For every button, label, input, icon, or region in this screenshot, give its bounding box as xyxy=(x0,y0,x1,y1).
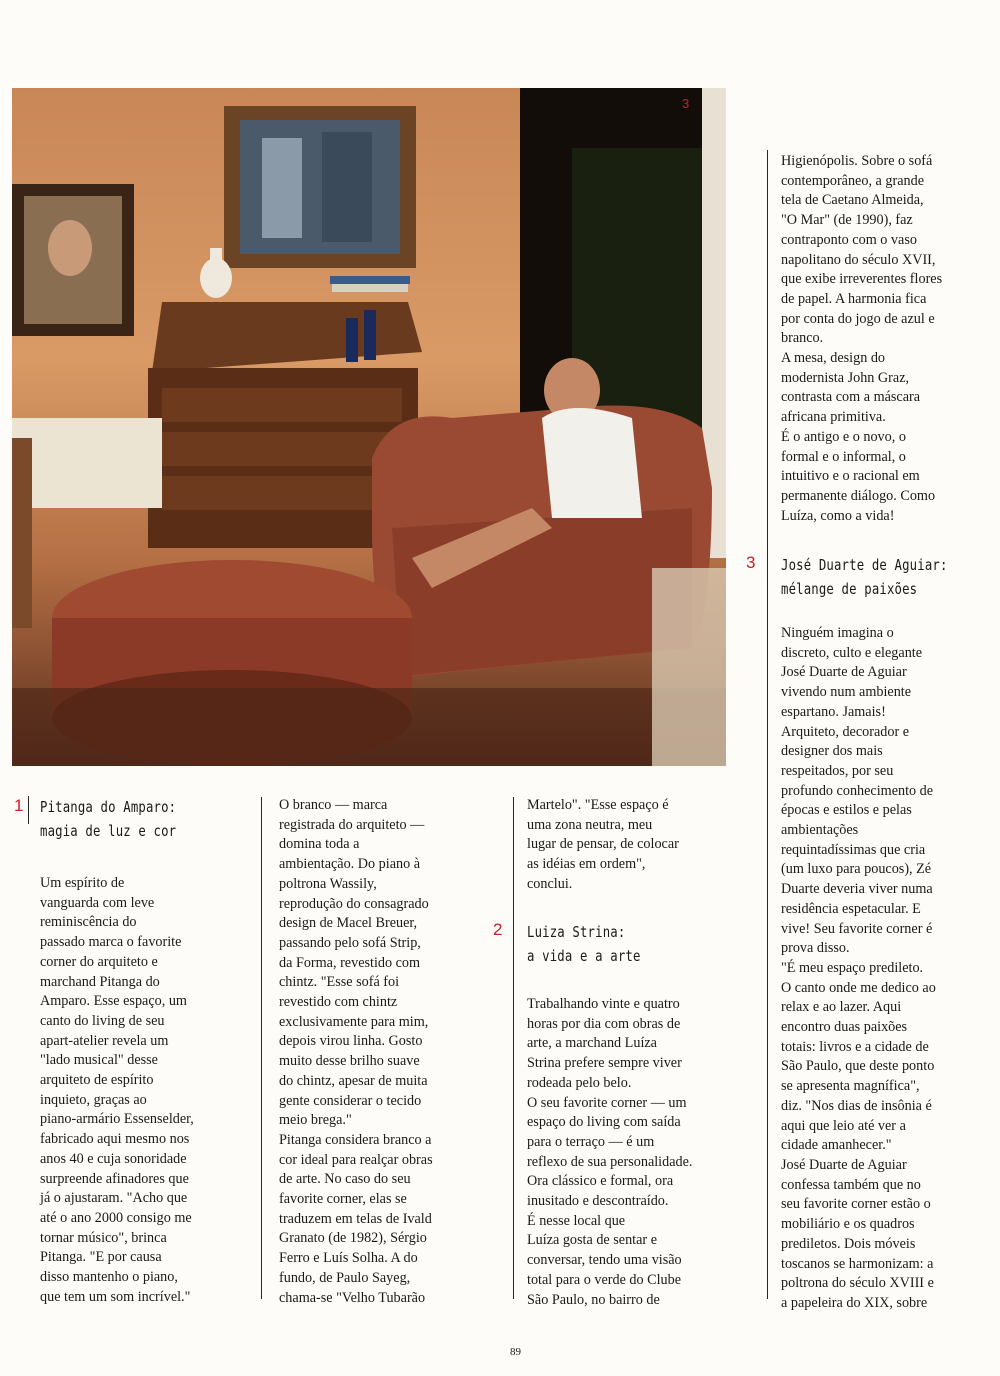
text-line: Luíza gosta de sentar e xyxy=(527,1232,657,1249)
section-1-col2 xyxy=(279,796,433,1308)
text-line: É o antigo e o novo, o xyxy=(781,428,906,445)
text-line: tornar músico", brinca xyxy=(40,1229,167,1246)
text-line: formal e o informal, o xyxy=(781,448,906,465)
text-line: prova disso. xyxy=(781,940,850,957)
text-line: (um luxo para poucos), Zé xyxy=(781,861,932,878)
text-line: surpreende afinadores que xyxy=(40,1170,189,1187)
section-3-top xyxy=(781,152,942,526)
column-rule-2 xyxy=(513,797,514,1299)
text-line: poltrona Wassily, xyxy=(279,875,377,892)
text-line: poltrona do século XVIII e xyxy=(781,1275,934,1292)
section-1-heading xyxy=(40,795,176,843)
text-line: profundo conhecimento de xyxy=(781,782,934,799)
text-line: reminiscência do xyxy=(40,914,137,931)
section-2-heading-line: Luiza Strina: xyxy=(527,923,626,941)
text-line: depois virou linha. Gosto xyxy=(279,1033,423,1050)
text-line: discreto, culto e elegante xyxy=(781,644,923,661)
text-line: de papel. A harmonia fica xyxy=(781,290,927,307)
text-line: O canto onde me dedico ao xyxy=(781,979,936,996)
text-line: toscanos se harmonizam: a xyxy=(781,1255,934,1272)
text-line: horas por dia com obras de xyxy=(527,1015,681,1032)
text-line: a papeleira do XIX, sobre xyxy=(781,1294,928,1311)
text-line: napolitano do século XVII, xyxy=(781,251,936,268)
text-line: revestido com chintz xyxy=(279,994,398,1011)
text-line: reflexo de sua personalidade. xyxy=(527,1153,693,1170)
text-line: A mesa, design do xyxy=(781,350,886,367)
text-line: seu favorite corner estão o xyxy=(781,1196,931,1213)
text-line: canto do living de seu xyxy=(40,1012,165,1029)
text-line: de arte. No caso do seu xyxy=(279,1171,411,1188)
text-line: muito desse brilho suave xyxy=(279,1053,420,1070)
text-line: Duarte deveria viver numa xyxy=(781,881,933,898)
section-1-rule xyxy=(28,796,29,824)
text-line: se apresenta magnífica", xyxy=(781,1078,920,1095)
section-1-number: 1 xyxy=(14,796,24,815)
text-line: fabricado aqui mesmo nos xyxy=(40,1131,190,1148)
text-line: encontro duas paixões xyxy=(781,1019,908,1036)
text-line: respeitados, por seu xyxy=(781,762,894,779)
section-2-heading-line: a vida e a arte xyxy=(527,947,641,965)
text-line: Ferro e Luís Solha. A do xyxy=(279,1250,418,1267)
text-line: modernista John Graz, xyxy=(781,369,910,386)
text-line: africana primitiva. xyxy=(781,409,886,426)
text-line: Arquiteto, decorador e xyxy=(781,723,910,740)
text-line: disso mantenho o piano, xyxy=(40,1269,178,1286)
section-2-number: 2 xyxy=(493,920,503,939)
section-3-body xyxy=(781,624,936,1314)
text-line: arte, a marchand Luíza xyxy=(527,1035,657,1052)
text-line: fundo, de Paulo Sayeg, xyxy=(279,1269,411,1286)
interior-illustration xyxy=(12,88,726,766)
section-2-body xyxy=(527,995,692,1310)
text-line: cor ideal para realçar obras xyxy=(279,1151,433,1168)
text-line: Strina prefere sempre viver xyxy=(527,1055,682,1072)
section-3-heading-line: José Duarte de Aguiar: xyxy=(781,556,948,574)
section-1-heading-line: Pitanga do Amparo: xyxy=(40,798,177,816)
text-line: espaço do living com saída xyxy=(527,1114,681,1131)
text-line: contrasta com a máscara xyxy=(781,389,921,406)
text-line: anos 40 e cuja sonoridade xyxy=(40,1150,187,1167)
text-line: meio brega." xyxy=(279,1112,352,1129)
text-line: branco. xyxy=(781,330,824,347)
text-line: cidade amanhecer." xyxy=(781,1137,892,1154)
text-line: "É meu espaço predileto. xyxy=(781,959,924,976)
text-line: Ora clássico e formal, ora xyxy=(527,1173,674,1190)
text-line: favorite corner, elas se xyxy=(279,1191,407,1208)
text-line: "O Mar" (de 1990), faz xyxy=(781,212,913,229)
text-line: contemporâneo, a grande xyxy=(781,172,924,189)
column-rule-3 xyxy=(767,150,768,1299)
text-line: Pitanga considera branco a xyxy=(279,1131,432,1148)
text-line: que exibe irreverentes flores xyxy=(781,271,943,288)
text-line: reprodução do consagrado xyxy=(279,895,429,912)
section-1-col1 xyxy=(40,874,194,1307)
text-line: requintadíssimas que cria xyxy=(781,841,926,858)
column-rule-1 xyxy=(261,797,262,1299)
text-line: rodeada pelo belo. xyxy=(527,1074,632,1091)
text-line: ambientações xyxy=(781,822,859,839)
text-line: traduzem em telas de Ivald xyxy=(279,1210,432,1227)
text-line: Um espírito de xyxy=(40,875,125,891)
text-line: design de Macel Breuer, xyxy=(279,915,418,932)
text-line: Amparo. Esse espaço, um xyxy=(40,993,187,1010)
text-line: São Paulo, no bairro de xyxy=(527,1291,660,1308)
text-line: aqui que leio até ver a xyxy=(781,1117,906,1134)
text-line: Luíza, como a vida! xyxy=(781,507,895,524)
text-line: inusitado e descontraído. xyxy=(527,1193,669,1210)
text-line: vivendo num ambiente xyxy=(781,684,912,701)
text-line: espartano. Jamais! xyxy=(781,703,886,720)
text-line: O branco — marca xyxy=(279,797,388,813)
text-line: Granato (de 1982), Sérgio xyxy=(279,1230,427,1247)
text-line: O seu favorite corner — um xyxy=(527,1094,687,1111)
text-line: José Duarte de Aguiar xyxy=(781,664,907,681)
text-line: São Paulo, que deste ponto xyxy=(781,1058,935,1075)
text-line: registrada do arquiteto — xyxy=(279,816,425,833)
text-line: para o terraço — é um xyxy=(527,1133,655,1150)
text-line: da Forma, revestido com xyxy=(279,954,421,971)
text-line: "lado musical" desse xyxy=(40,1052,158,1069)
text-line: já o ajustaram. "Acho que xyxy=(40,1190,188,1207)
interior-photo xyxy=(12,88,726,766)
text-line: confessa também que no xyxy=(781,1176,921,1193)
text-line: apart-atelier revela um xyxy=(40,1032,169,1049)
text-line: conclui. xyxy=(527,875,573,892)
text-line: exclusivamente para mim, xyxy=(279,1013,429,1030)
section-3-heading-line: mélange de paixões xyxy=(781,580,918,598)
text-line: prediletos. Dois móveis xyxy=(781,1235,916,1252)
section-3-heading xyxy=(781,553,948,601)
text-line: É nesse local que xyxy=(527,1212,626,1229)
text-line: as idéias em ordem", xyxy=(527,856,646,873)
text-line: Martelo". "Esse espaço é xyxy=(527,797,669,813)
text-line: domina toda a xyxy=(279,836,360,853)
text-line: até o ano 2000 consigo me xyxy=(40,1209,192,1226)
text-line: passando pelo sofá Strip, xyxy=(279,934,421,951)
text-line: inquieto, graças ao xyxy=(40,1091,147,1108)
text-line: Higienópolis. Sobre o sofá xyxy=(781,153,933,169)
text-line: contraponto com o vaso xyxy=(781,231,917,248)
text-line: épocas e estilos e pelas xyxy=(781,802,912,819)
section-3-number: 3 xyxy=(746,553,756,572)
text-line: arquiteto de espírito xyxy=(40,1072,154,1089)
text-line: relax e ao lazer. Aqui xyxy=(781,999,902,1016)
text-line: que tem um som incrível." xyxy=(40,1288,191,1305)
text-line: corner do arquiteto e xyxy=(40,953,158,970)
text-line: conversar, tendo uma visão xyxy=(527,1252,682,1269)
text-line: totais: livros e a cidade de xyxy=(781,1038,929,1055)
page-number: 89 xyxy=(510,1346,521,1358)
text-line: gente considerar o tecido xyxy=(279,1092,422,1109)
text-line: José Duarte de Aguiar xyxy=(781,1156,907,1173)
section-1-heading-line: magia de luz e cor xyxy=(40,822,177,840)
text-line: intuitivo e o racional em xyxy=(781,468,920,485)
text-line: Trabalhando vinte e quatro xyxy=(527,996,680,1012)
text-line: permanente diálogo. Como xyxy=(781,487,936,504)
text-line: vanguarda com leve xyxy=(40,894,155,911)
text-line: mobiliário e os quadros xyxy=(781,1216,915,1233)
text-line: total para o verde do Clube xyxy=(527,1271,682,1288)
text-line: passado marca o favorite xyxy=(40,934,182,951)
text-line: lugar de pensar, de colocar xyxy=(527,836,679,853)
text-line: vive! Seu favorite corner é xyxy=(781,920,933,937)
text-line: chintz. "Esse sofá foi xyxy=(279,974,400,991)
photo-marker: 3 xyxy=(682,96,690,111)
text-line: designer dos mais xyxy=(781,743,883,760)
text-line: diz. "Nos dias de insônia é xyxy=(781,1097,932,1114)
section-2-intro xyxy=(527,796,679,895)
text-line: piano-armário Essenselder, xyxy=(40,1111,194,1128)
text-line: chama-se "Velho Tubarão xyxy=(279,1289,426,1306)
text-line: tela de Caetano Almeida, xyxy=(781,192,924,209)
text-line: do chintz, apesar de muita xyxy=(279,1072,428,1089)
text-line: Pitanga. "E por causa xyxy=(40,1249,162,1266)
text-line: uma zona neutra, meu xyxy=(527,816,653,833)
text-line: residência espetacular. E xyxy=(781,900,921,917)
text-line: Ninguém imagina o xyxy=(781,625,894,641)
text-line: por conta do jogo de azul e xyxy=(781,310,935,327)
text-line: marchand Pitanga do xyxy=(40,973,160,990)
text-line: ambientação. Do piano à xyxy=(279,856,421,873)
section-2-heading xyxy=(527,920,641,968)
